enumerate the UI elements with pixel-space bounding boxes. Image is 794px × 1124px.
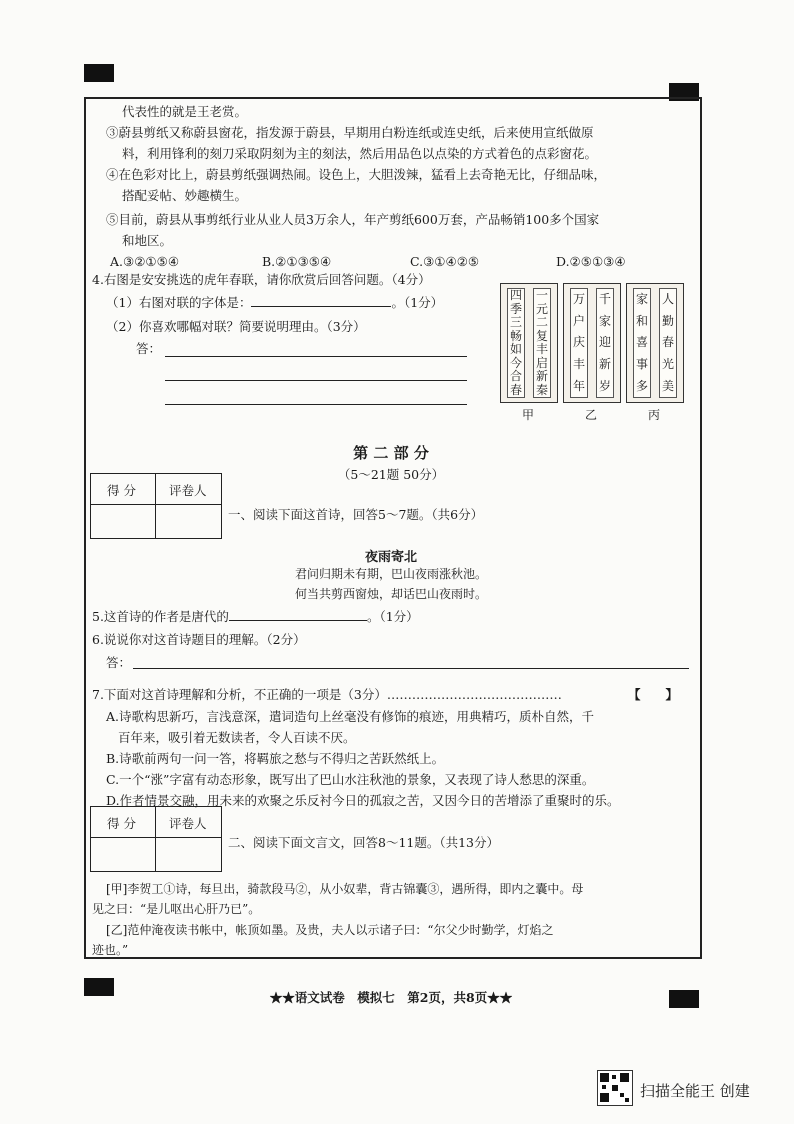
answer-line[interactable] [165,380,467,381]
passage-jia-cont: 见之曰：“是儿呕出心肝乃已”。 [92,902,261,916]
passage-jia: [甲]李贺工①诗，每旦出，骑款段马②，从小奴辈，背古锦囊③，遇所得，即内之囊中。母 [106,882,584,896]
answer-bracket[interactable]: 【 】 [628,687,679,702]
option-b: B.②①③⑤④ [262,254,332,269]
text-line: 和地区。 [122,233,173,248]
qr-code-icon [597,1070,633,1106]
couplet-jia [500,283,558,403]
score-box [90,806,222,872]
couplet-yi [563,283,621,403]
couplet-jia-left: 四 季 三 畅 如 今 合 春 [507,288,525,398]
page-footer: ★★语文试卷 模拟七 第2页，共8页★★ [269,990,513,1005]
grader-label: 评卷人 [169,816,207,831]
question-7: 7.下面对这首诗理解和分析，不正确的一项是（3分）…………………………………… [92,687,562,702]
registration-mark-top-left [84,64,114,82]
passage-yi: [乙]范仲淹夜读书帐中，帐顶如墨。及贵，夫人以示诸子曰：“尔父少时勤学，灯焰之 [106,923,554,937]
option-a: A.诗歌构思新巧，言浅意深，遣词造句上丝毫没有修饰的痕迹，用典精巧，质朴自然，千 [106,709,595,724]
couplet-yi-left: 万 户 庆 丰 年 [570,288,588,398]
option-c: C.③①④②⑤ [410,254,480,269]
text-line: ④在色彩对比上，蔚县剪纸强调热闹。设色上，大胆泼辣，猛看上去奇艳无比，仔细品味， [106,167,607,182]
question-4-1: （1）右图对联的字体是： 。（1分） [106,295,444,310]
score-label: 得 分 [107,816,136,831]
score-label: 得 分 [107,483,136,498]
grader-label: 评卷人 [169,483,207,498]
couplet-bing-left: 家 和 喜 事 多 [633,288,651,398]
text-line: 搭配妥帖、妙趣横生。 [122,188,248,203]
answer-blank[interactable] [251,306,391,307]
question-5: 5.这首诗的作者是唐代的 。（1分） [92,609,419,624]
answer-line[interactable] [165,356,467,357]
couplet-label-yi: 乙 [585,408,598,422]
option-a-cont: 百年来，吸引着无数读者，令人百读不厌。 [118,730,356,745]
poem-line: 君问归期未有期，巴山夜雨涨秋池。 [294,567,487,581]
section-heading: 一、阅读下面这首诗，回答5～7题。（共6分） [228,507,484,522]
couplet-yi-right: 千 家 迎 新 岁 [596,288,614,398]
question-6: 6.说说你对这首诗题目的理解。（2分） [92,632,306,647]
couplet-jia-right: 一 元 二 复 丰 启 新 秦 [533,288,551,398]
answer-label: 答： [136,341,162,356]
part-title: 第 二 部 分 [353,444,429,462]
score-box [90,473,222,539]
text-line: 代表性的就是王老赏。 [122,104,248,119]
scanner-watermark: 扫描全能王 创建 [640,1082,750,1100]
poem-title: 夜雨寄北 [364,550,417,565]
section-heading: 二、阅读下面文言文，回答8～11题。（共13分） [228,835,500,850]
option-b: B.诗歌前两句一问一答，将羁旅之愁与不得归之苦跃然纸上。 [106,751,445,766]
couplet-label-jia: 甲 [522,408,535,422]
option-d: D.作者情景交融，用未来的欢聚之乐反衬今日的孤寂之苦，又因今日的苦增添了重聚时的乐。 [106,793,620,808]
passage-yi-cont: 迹也。” [92,943,129,957]
couplet-label-bing: 丙 [648,408,661,422]
part-subtitle: （5～21题 50分） [337,467,445,482]
couplet-bing-right: 人 勤 春 光 美 [659,288,677,398]
poem-line: 何当共剪西窗烛，却话巴山夜雨时。 [294,587,487,601]
answer-line[interactable] [165,404,467,405]
text-line: ⑤目前，蔚县从事剪纸行业从业人员3万余人，年产剪纸600万套，产品畅销100多个国家 [106,212,600,227]
text-line: 料，利用锋利的刻刀采取阴刻为主的刻法，然后用品色以点染的方式着色的点彩窗花。 [122,146,598,161]
couplet-bing [626,283,684,403]
answer-blank[interactable] [229,620,367,621]
option-a: A.③②①⑤④ [110,254,180,269]
text-line: ③蔚县剪纸又称蔚县窗花，指发源于蔚县，早期用白粉连纸或连史纸，后来使用宣纸做原 [106,125,594,140]
option-c: C.一个“涨”字富有动态形象，既写出了巴山水注秋池的景象，又表现了诗人愁思的深重。 [106,772,595,787]
question-4: 4.右图是安安挑选的虎年春联，请你欣赏后回答问题。（4分） [92,272,431,287]
option-d: D.②⑤①③④ [556,254,626,269]
answer-label: 答： [106,655,132,670]
question-4-2: （2）你喜欢哪幅对联？简要说明理由。（3分） [106,319,366,334]
answer-line[interactable] [133,668,689,669]
